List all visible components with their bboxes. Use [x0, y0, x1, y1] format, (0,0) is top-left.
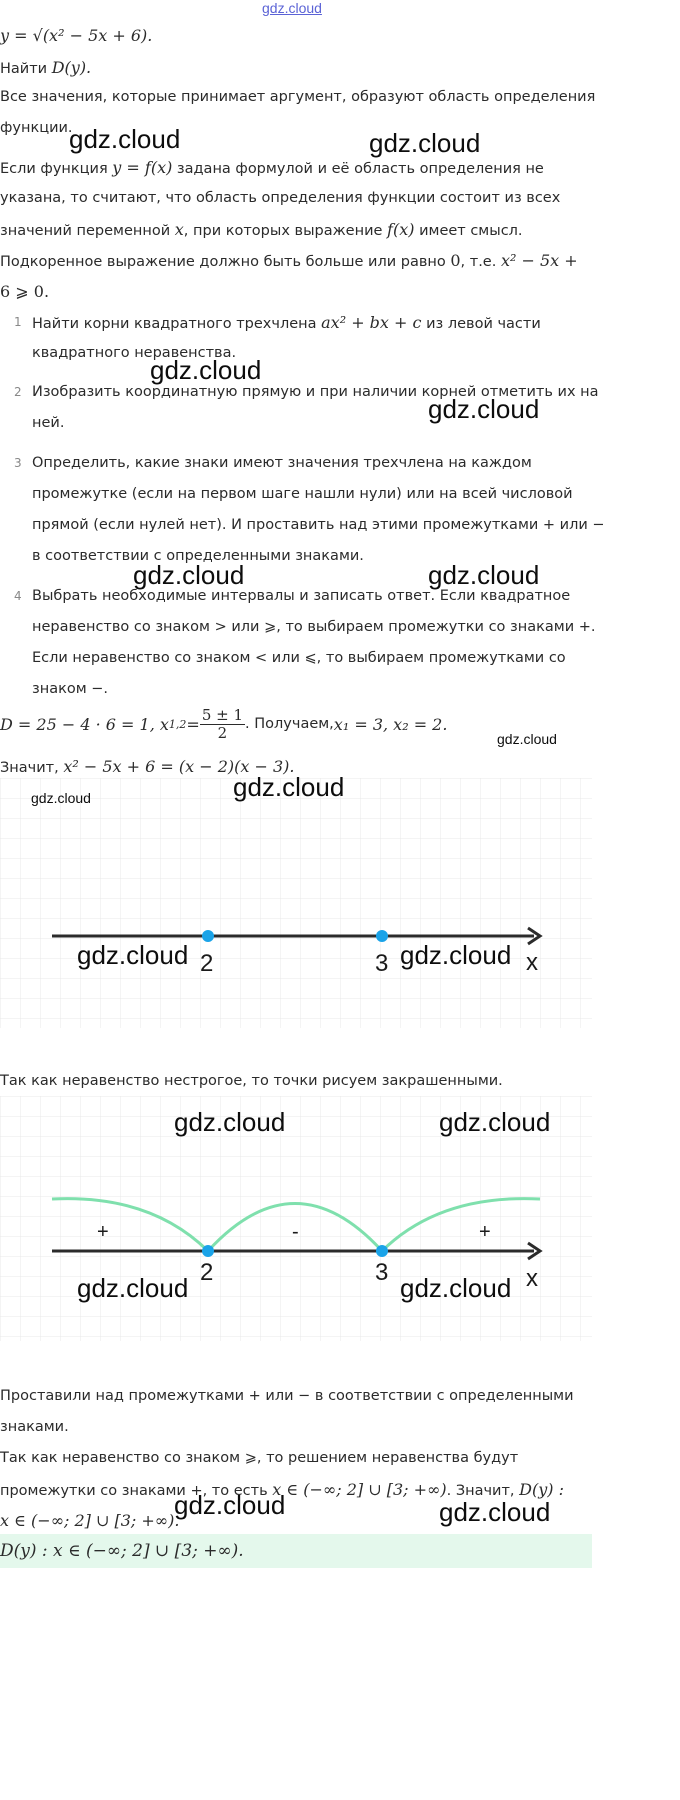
watermark-link[interactable]: gdz.cloud [262, 0, 322, 16]
note-closed-points: Так как неравенство нестрогое, то точки рисуем закрашенными. [0, 1073, 503, 1089]
root-label-3: 3 [375, 950, 389, 977]
text: . Значит, [446, 1483, 520, 1499]
final-solution-3: x ∈ (−∞; 2] ∪ [3; +∞). [0, 1511, 180, 1530]
watermark: gdz.cloud [174, 1107, 286, 1137]
text: значений переменной [0, 223, 175, 239]
sign-left: + [97, 1221, 109, 1243]
step-number: 3 [14, 456, 22, 470]
number-line-roots [0, 778, 592, 1028]
step-3-line-3: прямой (если нулей нет). И проставить над этими промежутками + или − [32, 517, 605, 533]
text: , т.е. [460, 254, 501, 270]
text: имеет смысл. [414, 223, 523, 239]
watermark: gdz.cloud [439, 1497, 551, 1527]
root-point-3 [376, 1245, 388, 1257]
numerator: 5 ± 1 [201, 705, 244, 724]
paragraph-function-3 [0, 214, 523, 247]
math: D = 25 − 4 · 6 = 1, x [0, 714, 169, 734]
watermark: gdz.cloud [369, 128, 481, 158]
paragraph-domain-definition-1: Все значения, которые принимает аргумент, образуют область определения [0, 89, 596, 105]
step-4-line-1: Выбрать необходимые интервалы и записать ответ. Если квадратное [32, 588, 571, 604]
paragraph-domain-definition-2: функции. [0, 120, 73, 136]
step-2-line-2: ней. [32, 415, 65, 431]
watermark: gdz.cloud [133, 560, 245, 590]
watermark: gdz.cloud [174, 1490, 286, 1520]
answer-text: D(y) : x ∈ (−∞; 2] ∪ [3; +∞). [0, 1541, 244, 1561]
step-4-line-3: Если неравенство со знаком < или ⩽, то выбираем промежутками со [32, 650, 566, 666]
grid-background [0, 778, 592, 1028]
final-signs-2: знаками. [0, 1419, 69, 1435]
step-3-line-2: промежутке (если на первом шаге нашли нули) или на всей числовой [32, 486, 573, 502]
root-label-2: 2 [200, 950, 214, 977]
paragraph-function-2: указана, то считают, что область определения функции состоит из всех [0, 190, 561, 206]
fraction [200, 707, 245, 742]
step-4-line-2: неравенство со знаком > или ⩾, то выбираем промежутки со знаками +. [32, 619, 596, 635]
axis-variable-label: x [526, 1265, 538, 1292]
text: Значит, [0, 760, 64, 776]
step-3-line-1: Определить, какие знаки имеют значения трехчлена на каждом [32, 455, 532, 471]
math: y = f(x) [112, 158, 173, 177]
root-label-3: 3 [375, 1259, 389, 1286]
denominator: 2 [217, 723, 228, 742]
text: Подкоренное выражение должно быть больше или равно [0, 254, 451, 270]
math: D(y) : [519, 1480, 564, 1499]
discriminant-line [0, 702, 447, 746]
math: x² − 5x + [500, 251, 578, 270]
watermark: gdz.cloud [69, 124, 181, 154]
math: = [186, 714, 200, 734]
step-number: 4 [14, 589, 22, 603]
paragraph-radicand-2: 6 ⩾ 0. [0, 282, 50, 301]
watermark: gdz.cloud [77, 940, 189, 970]
paragraph-radicand-1 [0, 245, 578, 278]
step-3-line-4: в соответствии с определенными знаками. [32, 548, 364, 564]
find-label: Найти [0, 61, 52, 77]
final-signs-1: Проставили над промежутками + или − в соответствии с определенными [0, 1388, 574, 1404]
text: из левой части [421, 316, 541, 332]
math: x₁ = 3, x₂ = 2. [333, 714, 448, 734]
sign-right: + [479, 1221, 491, 1243]
sign-middle: - [292, 1221, 299, 1243]
math: x [174, 220, 184, 239]
root-point-2 [202, 930, 214, 942]
subscript: 1,2 [168, 717, 187, 731]
watermark: gdz.cloud [400, 1273, 512, 1303]
find-domain-line [0, 52, 91, 85]
text: , при которых выражение [183, 223, 388, 239]
watermark: gdz.cloud [439, 1107, 551, 1137]
step-number: 2 [14, 385, 22, 399]
watermark: gdz.cloud [400, 940, 512, 970]
find-math: D(y). [51, 58, 92, 77]
watermark: gdz.cloud [428, 394, 540, 424]
root-label-2: 2 [200, 1259, 214, 1286]
axis-variable-label: x [526, 949, 538, 976]
watermark: gdz.cloud [31, 790, 91, 806]
root-point-3 [376, 930, 388, 942]
math: x ∈ (−∞; 2] ∪ [3; +∞) [272, 1480, 447, 1499]
step-1-line-2: квадратного неравенства. [32, 345, 237, 361]
function-formula: y = √(x² − 5x + 6). [0, 26, 153, 45]
step-number: 1 [14, 315, 22, 329]
watermark: gdz.cloud [150, 355, 262, 385]
watermark: gdz.cloud [233, 772, 345, 802]
text: задана формулой и её область определения не [172, 161, 544, 177]
text: промежутки со знаками +, то есть [0, 1483, 273, 1499]
math: ax² + bx + c [321, 313, 422, 332]
math: x² − 5x + 6 = (x − 2)(x − 3). [63, 757, 295, 776]
text: Если функция [0, 161, 113, 177]
text: . Получаем, [245, 716, 334, 732]
watermark: gdz.cloud [428, 560, 540, 590]
final-solution-1: Так как неравенство со знаком ⩾, то решением неравенства будут [0, 1450, 519, 1466]
watermark: gdz.cloud [77, 1273, 189, 1303]
text: Найти корни квадратного трехчлена [32, 316, 322, 332]
math: 0 [450, 251, 461, 270]
step-2-line-1: Изобразить координатную прямую и при наличии корней отметить их на [32, 384, 599, 400]
root-point-2 [202, 1245, 214, 1257]
step-1-line-1 [32, 307, 541, 340]
math: f(x) [387, 220, 415, 239]
step-4-line-4: знаком −. [32, 681, 109, 697]
watermark: gdz.cloud [497, 731, 557, 747]
